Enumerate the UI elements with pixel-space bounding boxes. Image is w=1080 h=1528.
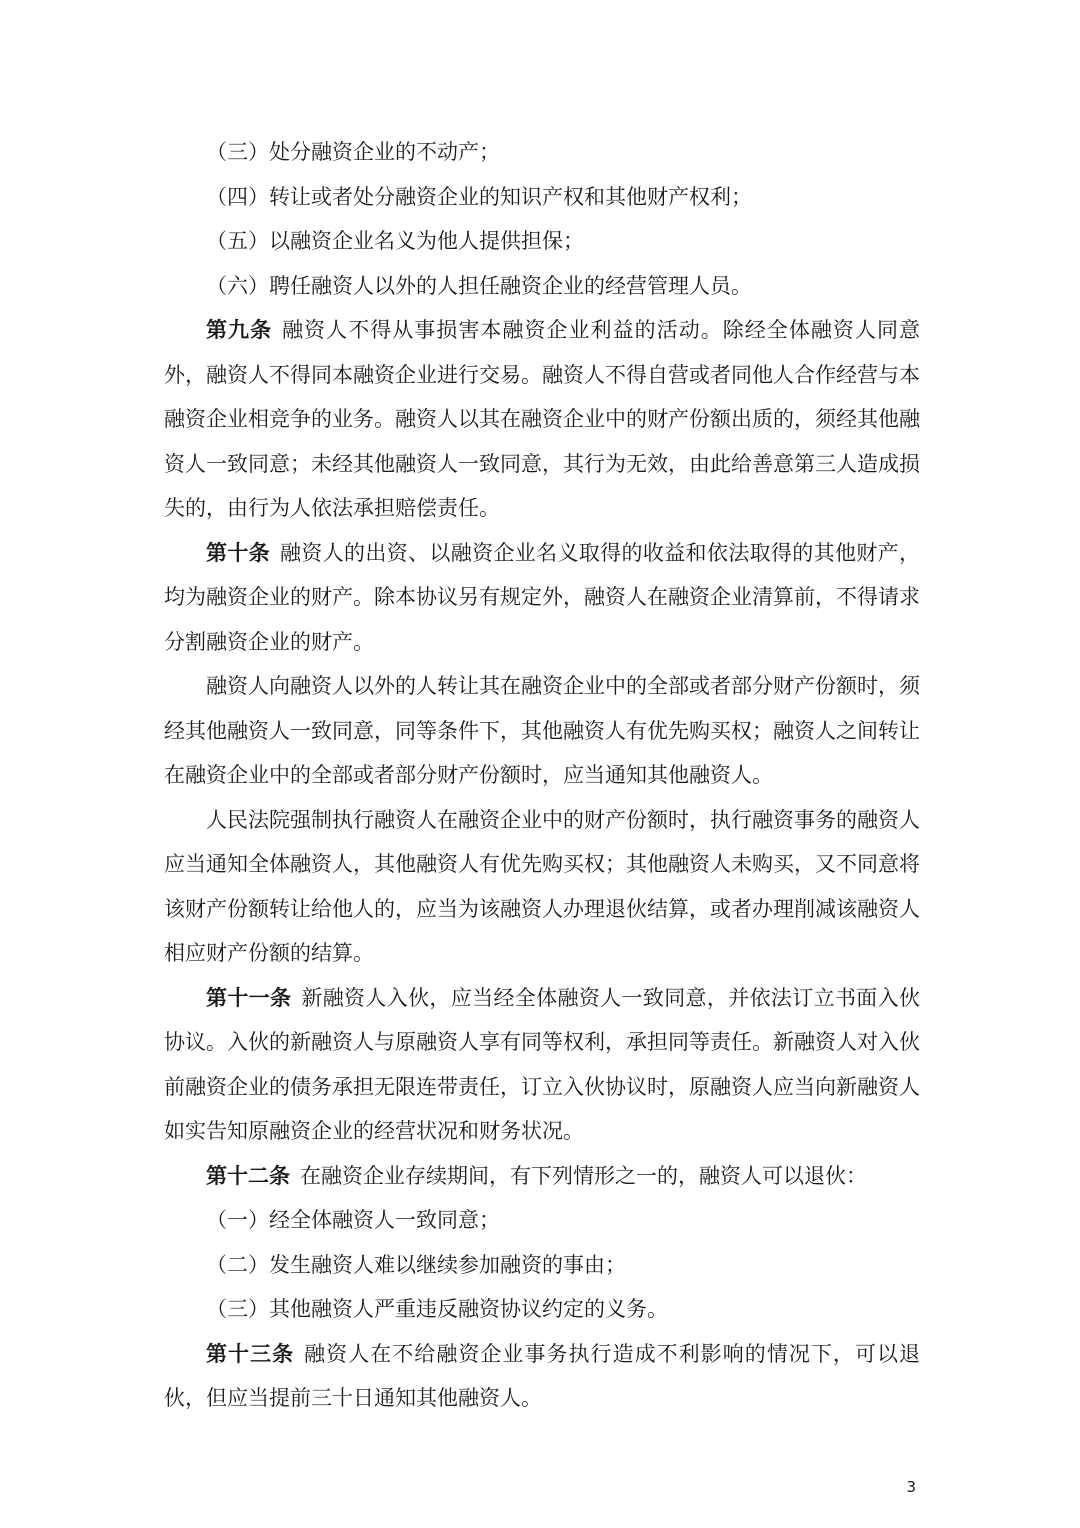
paragraph: [164, 1243, 920, 1288]
paragraph: [164, 976, 920, 1154]
paragraph: [164, 1332, 920, 1421]
paragraph-text: 人民法院强制执行融资人在融资企业中的财产份额时，执行融资事务的融资人应当通知全体融资人，其他融资人有优先购买权；其他融资人未购买，又不同意将该财产份额转让给他人的，应当为该融资人办理退伙结算，或者办理削减该融资人相应财产份额的结算。: [164, 807, 920, 965]
paragraph: [164, 264, 920, 309]
article-heading: 第十二条: [206, 1162, 290, 1188]
paragraph: [164, 798, 920, 976]
paragraph-text: （四）转让或者处分融资企业的知识产权和其他财产权利；: [206, 184, 752, 209]
paragraph: [164, 308, 920, 531]
article-heading: 第九条: [206, 317, 273, 342]
document-body: [164, 130, 920, 1421]
paragraph-text: （三）处分融资企业的不动产；: [206, 140, 500, 164]
article-heading: 第十三条: [206, 1340, 295, 1366]
paragraph-text: （六）聘任融资人以外的人担任融资企业的经营管理人员。: [206, 273, 752, 298]
article-heading: 第十条: [206, 539, 271, 565]
paragraph: [164, 219, 920, 264]
paragraph-text: 融资人的出资、以融资企业名义取得的收益和依法取得的其他财产，均为融资企业的财产。除本协议另有规定外，融资人在融资企业清算前，不得请求分割融资企业的财产。: [164, 540, 920, 654]
paragraph-text: （三）其他融资人严重违反融资协议约定的义务。: [206, 1297, 668, 1321]
paragraph: [164, 531, 920, 665]
paragraph: [164, 130, 920, 175]
paragraph: [164, 664, 920, 798]
paragraph-text: 在融资企业存续期间，有下列情形之一的，融资人可以退伙：: [300, 1163, 867, 1188]
paragraph-text: 新融资人入伙，应当经全体融资人一致同意，并依法订立书面入伙协议。入伙的新融资人与原融资人享有同等权利，承担同等责任。新融资人对入伙前融资企业的债务承担无限连带责任，订立入伙协议时，原融资人应当向新融资人如实告知原融资企业的经营状况和财务状况。: [164, 985, 920, 1143]
paragraph-text: （一）经全体融资人一致同意；: [206, 1208, 500, 1232]
paragraph: [164, 1287, 920, 1332]
paragraph: [164, 1198, 920, 1243]
page-number: 3: [906, 1478, 916, 1496]
paragraph: [164, 175, 920, 220]
article-heading: 第十一条: [206, 984, 292, 1010]
paragraph-text: 融资人向融资人以外的人转让其在融资企业中的全部或者部分财产份额时，须经其他融资人一致同意，同等条件下，其他融资人有优先购买权；融资人之间转让在融资企业中的全部或者部分财产份额时，应当通知其他融资人。: [164, 674, 920, 787]
paragraph-text: （五）以融资企业名义为他人提供担保；: [206, 229, 584, 253]
paragraph-text: 融资人在不给融资企业事务执行造成不利影响的情况下，可以退伙，但应当提前三十日通知其他融资人。: [164, 1341, 921, 1410]
paragraph-text: 融资人不得从事损害本融资企业利益的活动。除经全体融资人同意外，融资人不得同本融资企业进行交易。融资人不得自营或者同他人合作经营与本融资企业相竞争的业务。融资人以其在融资企业中的财产份额出质的，须经其他融资人一致同意；未经其他融资人一致同意，其行为无效，由此给善意第三人造成损失的，由行为人依法承担赔偿责任。: [164, 318, 921, 520]
paragraph-text: （二）发生融资人难以继续参加融资的事由；: [206, 1252, 626, 1277]
paragraph: [164, 1154, 920, 1199]
